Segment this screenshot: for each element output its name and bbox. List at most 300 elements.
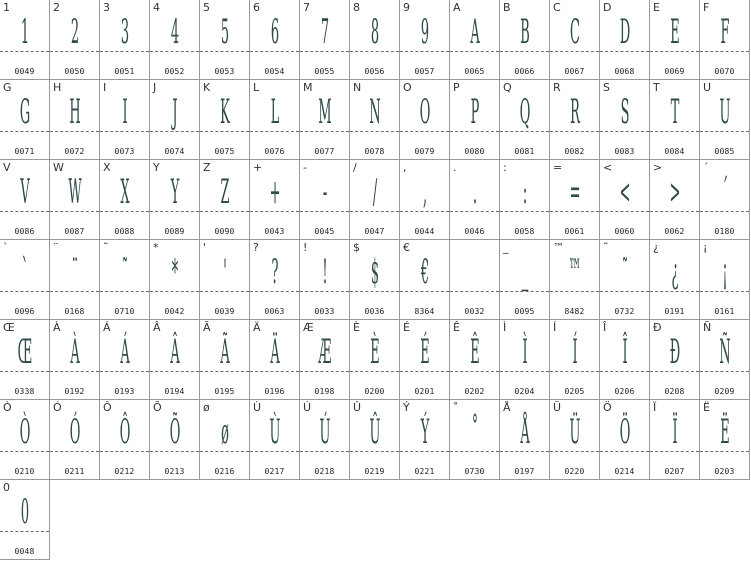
glyph-preview: 4: [170, 12, 180, 52]
glyph-character-label: S: [603, 81, 610, 94]
glyph-preview: Í: [572, 332, 578, 372]
glyph-preview: Å: [520, 412, 530, 452]
glyph-code: 0062: [664, 227, 685, 236]
baseline-guide: [0, 211, 49, 212]
glyph-cell[interactable]: [350, 80, 400, 160]
glyph-preview: 0: [20, 492, 30, 532]
baseline-guide: [650, 451, 699, 452]
baseline-guide: [0, 531, 49, 532]
glyph-cell[interactable]: [150, 80, 200, 160]
glyph-character-label: L: [253, 81, 260, 94]
glyph-code: 0195: [214, 387, 235, 396]
glyph-character-label: 4: [153, 1, 160, 14]
glyph-code: 0214: [614, 467, 635, 476]
glyph-code: 0055: [314, 67, 335, 76]
glyph-character-label: Ð: [653, 321, 662, 334]
glyph-cell[interactable]: [250, 0, 300, 80]
glyph-cell[interactable]: [100, 80, 150, 160]
baseline-guide: [200, 291, 249, 292]
baseline-guide: [100, 211, 149, 212]
glyph-cell[interactable]: [0, 480, 50, 560]
glyph-character-label: ø: [203, 401, 210, 414]
glyph-cell[interactable]: [500, 240, 550, 320]
glyph-character-label: ¡: [703, 241, 708, 254]
glyph-code: 0075: [214, 147, 235, 156]
baseline-guide: [700, 51, 749, 52]
glyph-preview: Ð: [669, 332, 681, 372]
glyph-preview: À: [70, 332, 80, 372]
glyph-cell[interactable]: [700, 240, 750, 320]
glyph-preview: ': [223, 252, 227, 292]
glyph-code: 0056: [364, 67, 385, 76]
glyph-cell[interactable]: [450, 160, 500, 240]
glyph-character-label: Å: [503, 401, 511, 414]
baseline-guide: [500, 291, 549, 292]
baseline-guide: [650, 131, 699, 132]
glyph-code: 0044: [414, 227, 435, 236]
glyph-code: 0069: [664, 67, 685, 76]
glyph-cell[interactable]: [700, 0, 750, 80]
glyph-preview: T: [670, 92, 680, 132]
glyph-cell[interactable]: [550, 160, 600, 240]
glyph-cell[interactable]: [400, 0, 450, 80]
glyph-preview: S: [620, 92, 630, 132]
glyph-cell[interactable]: [650, 80, 700, 160]
glyph-cell[interactable]: [0, 240, 50, 320]
glyph-character-label: P: [453, 81, 460, 94]
glyph-code: 0076: [264, 147, 285, 156]
glyph-preview: Ã: [220, 332, 230, 372]
glyph-code: 0193: [114, 387, 135, 396]
glyph-code: 0061: [564, 227, 585, 236]
baseline-guide: [600, 291, 649, 292]
glyph-preview: Ä: [270, 332, 280, 372]
glyph-preview: 8: [370, 12, 380, 52]
glyph-character-label: *: [153, 241, 159, 254]
glyph-preview: *: [171, 252, 179, 292]
glyph-code: 0204: [514, 387, 535, 396]
glyph-code: 0196: [264, 387, 285, 396]
glyph-cell[interactable]: [100, 320, 150, 400]
glyph-preview: ¨: [71, 252, 79, 292]
glyph-cell[interactable]: [200, 320, 250, 400]
glyph-preview: $: [370, 252, 380, 292]
glyph-cell[interactable]: [100, 240, 150, 320]
glyph-cell[interactable]: [450, 240, 500, 320]
glyph-cell[interactable]: [50, 240, 100, 320]
glyph-cell[interactable]: [650, 320, 700, 400]
glyph-preview: Á: [120, 332, 130, 372]
glyph-cell[interactable]: [500, 160, 550, 240]
baseline-guide: [400, 371, 449, 372]
glyph-preview: Y: [170, 172, 180, 212]
glyph-cell[interactable]: [600, 320, 650, 400]
glyph-character-label: J: [153, 81, 157, 94]
baseline-guide: [150, 211, 199, 212]
glyph-character-label: Ô: [103, 401, 112, 414]
glyph-code: 0088: [114, 227, 135, 236]
glyph-cell[interactable]: [350, 160, 400, 240]
glyph-preview: R: [570, 92, 580, 132]
glyph-code: 0053: [214, 67, 235, 76]
glyph-cell[interactable]: [500, 320, 550, 400]
glyph-code: 0048: [14, 547, 35, 556]
glyph-character-label: D: [603, 1, 612, 14]
glyph-preview: ?: [271, 252, 279, 292]
glyph-cell[interactable]: [0, 320, 50, 400]
glyph-cell[interactable]: [450, 0, 500, 80]
baseline-guide: [250, 131, 299, 132]
glyph-preview: .: [472, 172, 478, 212]
glyph-code: 0051: [114, 67, 135, 76]
glyph-code: 0213: [164, 467, 185, 476]
glyph-preview: Õ: [169, 412, 181, 452]
glyph-code: 0207: [664, 467, 685, 476]
glyph-code: 0197: [514, 467, 535, 476]
glyph-cell[interactable]: [300, 80, 350, 160]
baseline-guide: [300, 51, 349, 52]
glyph-cell[interactable]: [350, 320, 400, 400]
glyph-character-label: Ó: [53, 401, 62, 414]
glyph-character-label: Â: [153, 321, 161, 334]
glyph-cell[interactable]: [150, 0, 200, 80]
glyph-cell[interactable]: [200, 160, 250, 240]
glyph-character-label: X: [103, 161, 111, 174]
baseline-guide: [300, 131, 349, 132]
glyph-cell[interactable]: [650, 400, 700, 480]
glyph-cell[interactable]: [350, 400, 400, 480]
glyph-code: 0217: [264, 467, 285, 476]
baseline-guide: [200, 51, 249, 52]
glyph-preview: B: [520, 12, 530, 52]
baseline-guide: [0, 51, 49, 52]
glyph-cell[interactable]: [100, 160, 150, 240]
glyph-cell[interactable]: [650, 160, 700, 240]
glyph-preview: Ï: [672, 412, 678, 452]
glyph-cell[interactable]: [550, 240, 600, 320]
glyph-character-label: :: [503, 161, 507, 174]
glyph-character-label: Ñ: [703, 321, 712, 334]
glyph-code: 0049: [14, 67, 35, 76]
baseline-guide: [500, 371, 549, 372]
glyph-preview: D: [619, 12, 631, 52]
baseline-guide: [50, 451, 99, 452]
glyph-code: 0070: [714, 67, 735, 76]
glyph-preview: ˜: [621, 252, 629, 292]
glyph-character-label: $: [353, 241, 360, 254]
glyph-code: 0096: [14, 307, 35, 316]
glyph-cell[interactable]: [400, 240, 450, 320]
glyph-cell[interactable]: [250, 320, 300, 400]
baseline-guide: [500, 451, 549, 452]
baseline-guide: [350, 451, 399, 452]
glyph-cell[interactable]: [250, 80, 300, 160]
glyph-code: 0208: [664, 387, 685, 396]
glyph-character-label: È: [353, 321, 360, 334]
baseline-guide: [200, 371, 249, 372]
glyph-cell[interactable]: [0, 160, 50, 240]
glyph-cell[interactable]: [350, 0, 400, 80]
glyph-character-label: Q: [503, 81, 512, 94]
glyph-cell[interactable]: [600, 400, 650, 480]
glyph-preview: +: [269, 172, 281, 212]
glyph-cell[interactable]: [50, 80, 100, 160]
glyph-character-label: 2: [53, 1, 60, 14]
glyph-preview: W: [68, 172, 82, 212]
glyph-code: 0090: [214, 227, 235, 236]
glyph-code: 0057: [414, 67, 435, 76]
baseline-guide: [450, 291, 499, 292]
baseline-guide: [250, 51, 299, 52]
glyph-cell[interactable]: [600, 160, 650, 240]
glyph-code: 0212: [114, 467, 135, 476]
glyph-cell[interactable]: [400, 400, 450, 480]
glyph-preview: È: [370, 332, 380, 372]
baseline-guide: [250, 371, 299, 372]
glyph-cell[interactable]: [450, 400, 500, 480]
glyph-preview: Ü: [569, 412, 581, 452]
glyph-code: 0338: [14, 387, 35, 396]
glyph-preview: <: [619, 172, 631, 212]
baseline-guide: [700, 131, 749, 132]
glyph-character-label: 0: [3, 481, 10, 494]
glyph-cell[interactable]: [400, 320, 450, 400]
baseline-guide: [250, 451, 299, 452]
glyph-character-label: À: [53, 321, 61, 334]
glyph-code: 0066: [514, 67, 535, 76]
glyph-code: 0200: [364, 387, 385, 396]
glyph-preview: `: [21, 252, 29, 292]
glyph-preview: 6: [270, 12, 280, 52]
glyph-preview: ´: [721, 172, 729, 212]
glyph-code: 0032: [464, 307, 485, 316]
glyph-code: 0198: [314, 387, 335, 396]
glyph-character-label: <: [603, 161, 613, 174]
glyph-cell[interactable]: [450, 80, 500, 160]
glyph-preview: ,: [422, 172, 428, 212]
glyph-code: 0039: [214, 307, 235, 316]
glyph-cell[interactable]: [50, 160, 100, 240]
baseline-guide: [200, 131, 249, 132]
baseline-guide: [600, 371, 649, 372]
baseline-guide: [600, 451, 649, 452]
glyph-code: 0730: [464, 467, 485, 476]
glyph-code: 0073: [114, 147, 135, 156]
baseline-guide: [50, 371, 99, 372]
glyph-preview: A: [470, 12, 480, 52]
baseline-guide: [50, 131, 99, 132]
baseline-guide: [650, 291, 699, 292]
glyph-cell[interactable]: [100, 400, 150, 480]
glyph-preview: V: [20, 172, 30, 212]
glyph-preview: :: [522, 172, 528, 212]
glyph-cell[interactable]: [250, 240, 300, 320]
glyph-cell[interactable]: [600, 240, 650, 320]
glyph-code: 0089: [164, 227, 185, 236]
glyph-character-label: -: [303, 161, 307, 174]
glyph-character-label: ˜: [603, 241, 609, 254]
glyph-code: 0074: [164, 147, 185, 156]
baseline-guide: [650, 371, 699, 372]
glyph-cell[interactable]: [150, 240, 200, 320]
glyph-preview: Æ: [318, 332, 332, 372]
baseline-guide: [400, 291, 449, 292]
glyph-preview: -: [322, 172, 328, 212]
glyph-code: 0082: [564, 147, 585, 156]
glyph-character-label: Œ: [3, 321, 15, 334]
glyph-character-label: 7: [303, 1, 310, 14]
glyph-cell[interactable]: [250, 160, 300, 240]
baseline-guide: [150, 371, 199, 372]
glyph-character-label: K: [203, 81, 211, 94]
glyph-code: 0077: [314, 147, 335, 156]
glyph-cell[interactable]: [500, 80, 550, 160]
glyph-cell[interactable]: [700, 80, 750, 160]
glyph-character-label: 9: [403, 1, 410, 14]
glyph-preview: ¡: [722, 252, 728, 292]
glyph-cell[interactable]: [50, 400, 100, 480]
glyph-cell[interactable]: [300, 400, 350, 480]
glyph-code: 0221: [414, 467, 435, 476]
glyph-cell[interactable]: [0, 400, 50, 480]
baseline-guide: [400, 51, 449, 52]
glyph-preview: Ñ: [719, 332, 731, 372]
glyph-cell[interactable]: [550, 400, 600, 480]
baseline-guide: [550, 371, 599, 372]
glyph-code: 0078: [364, 147, 385, 156]
baseline-guide: [350, 371, 399, 372]
glyph-cell[interactable]: [700, 320, 750, 400]
baseline-guide: [200, 211, 249, 212]
glyph-character-label: Ä: [253, 321, 261, 334]
glyph-preview: G: [19, 92, 31, 132]
glyph-character-label: N: [353, 81, 362, 94]
baseline-guide: [200, 451, 249, 452]
glyph-preview: €: [420, 252, 430, 292]
glyph-code: 0058: [514, 227, 535, 236]
baseline-guide: [150, 131, 199, 132]
glyph-cell[interactable]: [550, 0, 600, 80]
glyph-cell[interactable]: [350, 240, 400, 320]
glyph-character-label: ˜: [103, 241, 109, 254]
glyph-cell[interactable]: [200, 0, 250, 80]
glyph-code: 0033: [314, 307, 335, 316]
glyph-preview: Ý: [420, 412, 430, 452]
glyph-cell[interactable]: [300, 160, 350, 240]
glyph-cell[interactable]: [300, 320, 350, 400]
glyph-preview: I: [122, 92, 128, 132]
glyph-cell[interactable]: [0, 80, 50, 160]
baseline-guide: [400, 131, 449, 132]
baseline-guide: [0, 371, 49, 372]
glyph-character-label: V: [3, 161, 11, 174]
glyph-cell[interactable]: [650, 0, 700, 80]
glyph-character-label: >: [653, 161, 663, 174]
glyph-cell[interactable]: [400, 160, 450, 240]
glyph-character-label: Z: [203, 161, 211, 174]
glyph-cell[interactable]: [200, 400, 250, 480]
baseline-guide: [700, 451, 749, 452]
glyph-preview: !: [322, 252, 328, 292]
baseline-guide: [500, 131, 549, 132]
glyph-cell[interactable]: [200, 80, 250, 160]
glyph-character-label: Ú: [303, 401, 312, 414]
glyph-cell[interactable]: [50, 320, 100, 400]
glyph-preview: C: [570, 12, 580, 52]
glyph-character-label: Î: [603, 321, 607, 334]
glyph-code: 0087: [64, 227, 85, 236]
glyph-character-label: Á: [103, 321, 111, 334]
glyph-cell[interactable]: [600, 80, 650, 160]
glyph-preview: N: [369, 92, 381, 132]
baseline-guide: [650, 51, 699, 52]
baseline-guide: [0, 451, 49, 452]
glyph-cell[interactable]: [550, 320, 600, 400]
glyph-preview: Ù: [269, 412, 281, 452]
glyph-cell[interactable]: [100, 0, 150, 80]
baseline-guide: [700, 291, 749, 292]
glyph-preview: =: [569, 172, 581, 212]
baseline-guide: [650, 211, 699, 212]
glyph-character-label: I: [103, 81, 107, 94]
glyph-cell[interactable]: [500, 0, 550, 80]
glyph-preview: Ì: [522, 332, 528, 372]
baseline-guide: [450, 131, 499, 132]
glyph-cell[interactable]: [650, 240, 700, 320]
glyph-preview: Ë: [720, 412, 730, 452]
glyph-code: 0072: [64, 147, 85, 156]
glyph-cell[interactable]: [300, 240, 350, 320]
glyph-character-label: Ý: [403, 401, 410, 414]
glyph-code: 0086: [14, 227, 35, 236]
glyph-cell[interactable]: [600, 0, 650, 80]
glyph-cell[interactable]: [400, 80, 450, 160]
glyph-cell[interactable]: [700, 400, 750, 480]
baseline-guide: [400, 451, 449, 452]
baseline-guide: [300, 451, 349, 452]
glyph-character-label: 3: [103, 1, 110, 14]
glyph-cell[interactable]: [550, 80, 600, 160]
glyph-character-label: 5: [203, 1, 210, 14]
glyph-preview: 9: [420, 12, 430, 52]
glyph-cell[interactable]: [700, 160, 750, 240]
glyph-cell[interactable]: [500, 400, 550, 480]
glyph-cell[interactable]: [300, 0, 350, 80]
glyph-cell[interactable]: [150, 160, 200, 240]
glyph-cell[interactable]: [0, 0, 50, 80]
glyph-character-label: ¨: [53, 241, 59, 254]
glyph-code: 0054: [264, 67, 285, 76]
baseline-guide: [300, 211, 349, 212]
glyph-cell[interactable]: [250, 400, 300, 480]
baseline-guide: [150, 51, 199, 52]
baseline-guide: [300, 291, 349, 292]
glyph-code: 0218: [314, 467, 335, 476]
baseline-guide: [250, 291, 299, 292]
glyph-preview: >: [669, 172, 681, 212]
glyph-code: 0065: [464, 67, 485, 76]
baseline-guide: [600, 211, 649, 212]
glyph-cell[interactable]: [450, 320, 500, 400]
glyph-code: 0085: [714, 147, 735, 156]
glyph-character-label: T: [653, 81, 660, 94]
glyph-cell[interactable]: [200, 240, 250, 320]
glyph-cell[interactable]: [150, 400, 200, 480]
glyph-cell[interactable]: [50, 0, 100, 80]
glyph-cell[interactable]: [150, 320, 200, 400]
glyph-code: 0180: [714, 227, 735, 236]
glyph-preview: Î: [622, 332, 628, 372]
